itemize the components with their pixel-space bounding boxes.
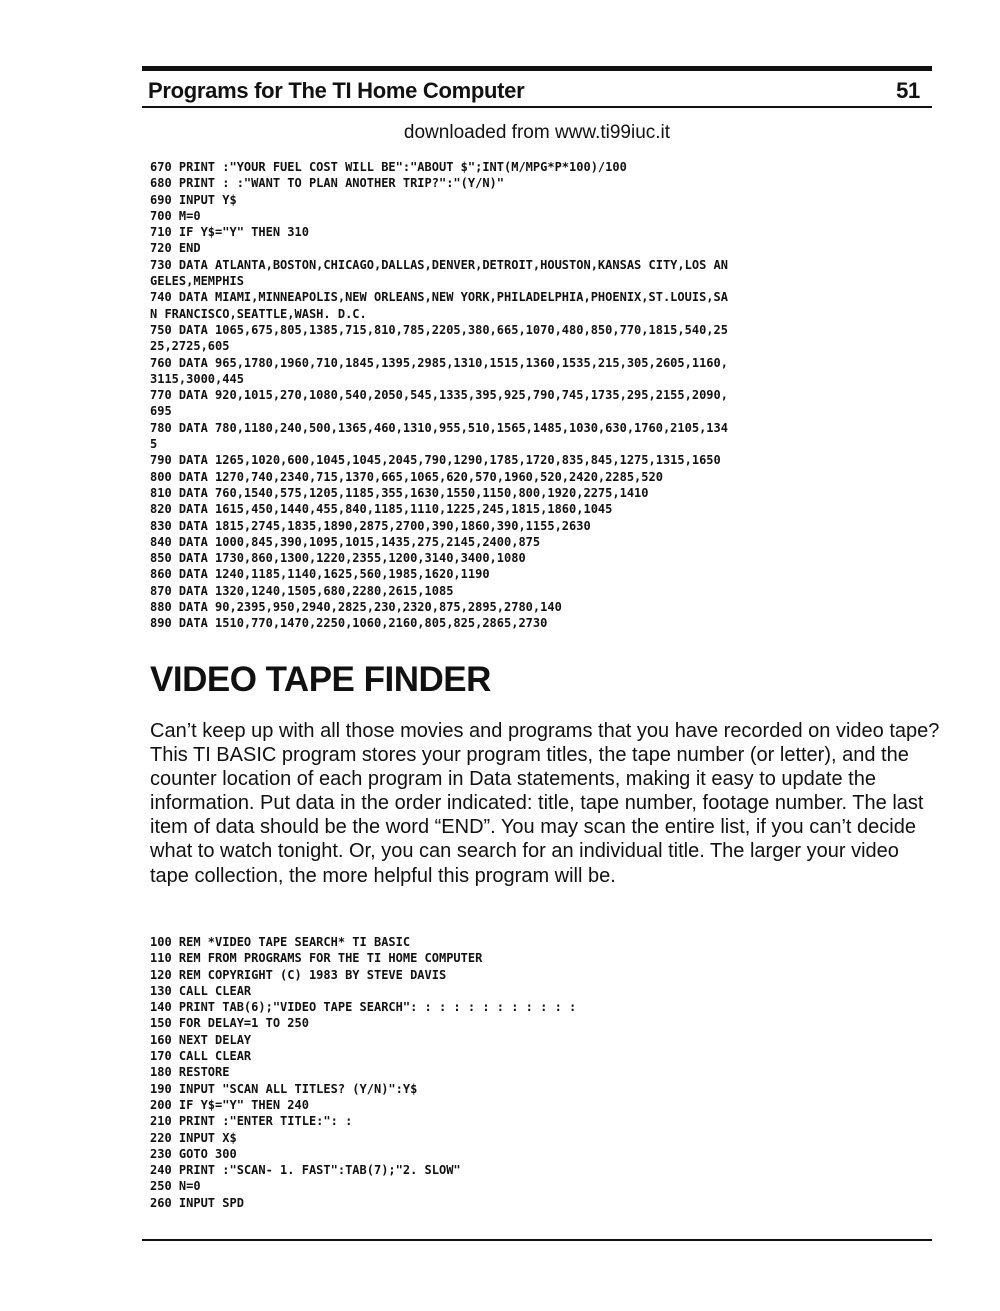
page-header	[142, 76, 932, 108]
code-line: 695	[150, 404, 172, 419]
code-line: 840 DATA 1000,845,390,1095,1015,1435,275,2145,2400,875	[150, 534, 541, 549]
section-heading: VIDEO TAPE FINDER	[150, 660, 491, 699]
code-line: 120 REM COPYRIGHT (C) 1983 BY STEVE DAVIS	[150, 967, 447, 982]
code-line: 200 IF Y$="Y" THEN 240	[150, 1097, 309, 1112]
code-line: 260 INPUT SPD	[150, 1195, 244, 1210]
code-line: 690 INPUT Y$	[150, 192, 237, 207]
book-title: Programs for The TI Home Computer	[148, 78, 525, 103]
code-line: 760 DATA 965,1780,1960,710,1845,1395,2985,1310,1515,1360,1535,215,305,2605,1160,	[150, 355, 728, 370]
code-line: 890 DATA 1510,770,1470,2250,1060,2160,805,825,2865,2730	[150, 616, 548, 631]
code-line: 750 DATA 1065,675,805,1385,715,810,785,2205,380,665,1070,480,850,770,1815,540,25	[150, 322, 728, 337]
code-line: 5	[150, 437, 158, 452]
code-line: 250 N=0	[150, 1179, 201, 1194]
source-note: downloaded from www.ti99iuc.it	[403, 122, 671, 143]
code-line: 820 DATA 1615,450,1440,455,840,1185,1110,1225,245,1815,1860,1045	[150, 502, 613, 517]
code-line: 680 PRINT : :"WANT TO PLAN ANOTHER TRIP?":"(Y/N)"	[150, 176, 505, 191]
code-line: 140 PRINT TAB(6);"VIDEO TAPE SEARCH": : : : : : : : : : : :	[150, 1000, 577, 1015]
code-line: 130 CALL CLEAR	[150, 983, 252, 998]
section-description: Can’t keep up with all those movies and programs that you have recorded on video tape? This TI BASIC program stores your program titles, the tape number (or letter), and the counter location of each program in Data statements, making it easy to update the information. Put data in the order indicated: title, tape number, footage number. The last item of data should be the word “END”. You may scan the entire list, if you can’t decide what to watch tonight. Or, you can search for an individual title. The larger your video tape collection, the more helpful this program will be.	[150, 720, 940, 887]
code-line: 670 PRINT :"YOUR FUEL COST WILL BE":"ABOUT $";INT(M/MPG*P*100)/100	[150, 160, 627, 174]
code-line: 800 DATA 1270,740,2340,715,1370,665,1065,620,570,1960,520,2420,2285,520	[150, 469, 663, 484]
code-line: 180 RESTORE	[150, 1065, 230, 1080]
code-line: 870 DATA 1320,1240,1505,680,2280,2615,1085	[150, 583, 454, 598]
code-line: 25,2725,605	[150, 339, 230, 354]
code-line: 110 REM FROM PROGRAMS FOR THE TI HOME COMPUTER	[150, 951, 483, 966]
code-line: 860 DATA 1240,1185,1140,1625,560,1985,1620,1190	[150, 567, 490, 582]
program-listing-video-tape	[150, 934, 930, 1211]
code-line: 230 GOTO 300	[150, 1146, 237, 1161]
code-line: 160 NEXT DELAY	[150, 1032, 252, 1047]
code-line: 720 END	[150, 241, 201, 256]
code-line: 710 IF Y$="Y" THEN 310	[150, 225, 309, 240]
header-top-rule	[142, 66, 932, 71]
code-line: 150 FOR DELAY=1 TO 250	[150, 1016, 309, 1031]
page-number: 51	[896, 78, 920, 103]
code-line: 780 DATA 780,1180,240,500,1365,460,1310,955,510,1565,1485,1030,630,1760,2105,134	[150, 420, 728, 435]
code-line: 850 DATA 1730,860,1300,1220,2355,1200,3140,3400,1080	[150, 551, 526, 566]
code-line: 730 DATA ATLANTA,BOSTON,CHICAGO,DALLAS,DENVER,DETROIT,HOUSTON,KANSAS CITY,LOS AN	[150, 257, 728, 272]
code-line: 210 PRINT :"ENTER TITLE:": :	[150, 1114, 353, 1129]
code-line: 740 DATA MIAMI,MINNEAPOLIS,NEW ORLEANS,NEW YORK,PHILADELPHIA,PHOENIX,ST.LOUIS,SA	[150, 290, 728, 305]
code-line: 220 INPUT X$	[150, 1130, 237, 1145]
program-listing-fuel	[150, 159, 930, 632]
code-line: 790 DATA 1265,1020,600,1045,1045,2045,790,1290,1785,1720,835,845,1275,1315,1650	[150, 453, 721, 468]
code-line: 830 DATA 1815,2745,1835,1890,2875,2700,390,1860,390,1155,2630	[150, 518, 591, 533]
code-line: 170 CALL CLEAR	[150, 1049, 252, 1064]
code-line: 100 REM *VIDEO TAPE SEARCH* TI BASIC	[150, 935, 411, 949]
code-line: 3115,3000,445	[150, 371, 244, 386]
code-line: 770 DATA 920,1015,270,1080,540,2050,545,1335,395,925,790,745,1735,295,2155,2090,	[150, 388, 728, 403]
code-line: 700 M=0	[150, 208, 201, 223]
code-line: GELES,MEMPHIS	[150, 274, 244, 289]
code-line: 810 DATA 760,1540,575,1205,1185,355,1630,1550,1150,800,1920,2275,1410	[150, 485, 649, 500]
code-line: 240 PRINT :"SCAN- 1. FAST":TAB(7);"2. SLOW"	[150, 1163, 461, 1178]
code-line: N FRANCISCO,SEATTLE,WASH. D.C.	[150, 306, 367, 321]
code-line: 880 DATA 90,2395,950,2940,2825,230,2320,875,2895,2780,140	[150, 600, 562, 615]
footer-rule	[142, 1239, 932, 1241]
code-line: 190 INPUT "SCAN ALL TITLES? (Y/N)":Y$	[150, 1081, 418, 1096]
